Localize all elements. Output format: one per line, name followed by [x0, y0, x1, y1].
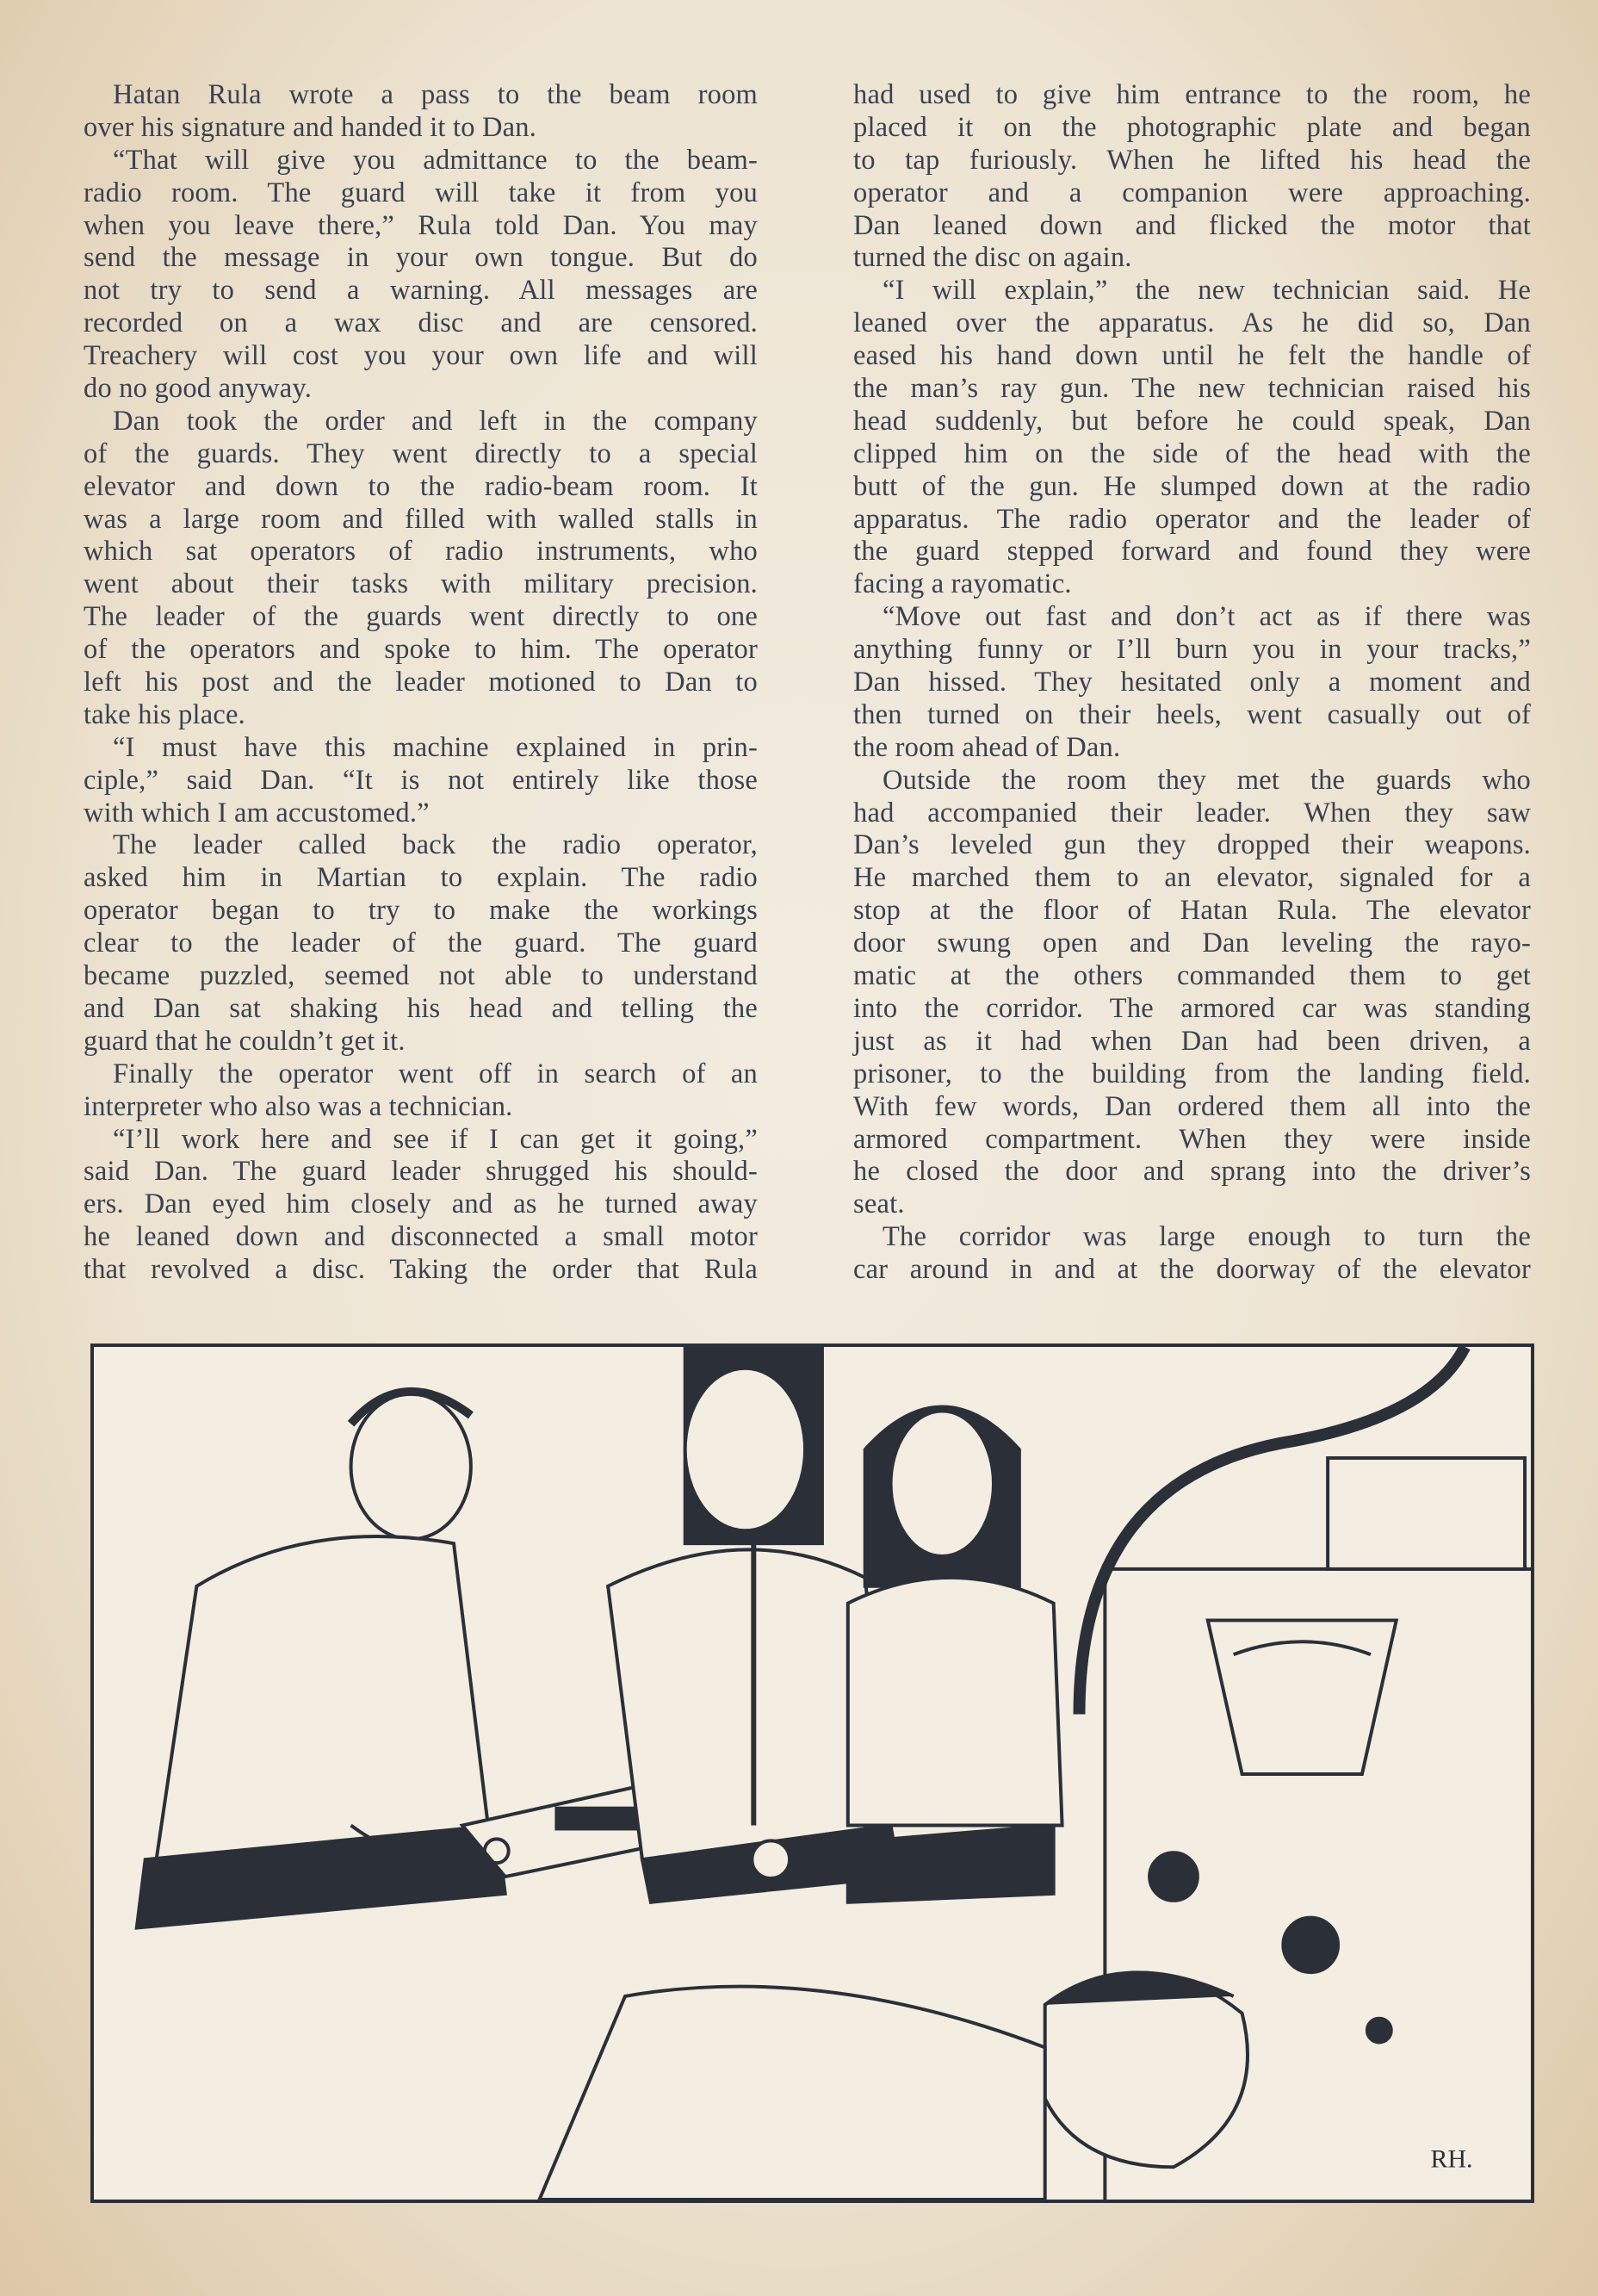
text-line: elevator and down to the radio-beam room. It	[84, 470, 758, 502]
text-line: ciple,” said Dan. “It is not entirely like those	[84, 764, 758, 796]
text-line: had accompanied their leader. When they saw	[853, 797, 1531, 828]
text-line: With few words, Dan ordered them all into the	[853, 1090, 1531, 1122]
text-line: with which I am accustomed.”	[84, 797, 430, 828]
text-column-left	[84, 79, 758, 1287]
text-line: which sat operators of radio instruments, who	[84, 536, 758, 568]
slumped-technician-drawing	[540, 1972, 1248, 2200]
text-line: The corridor was large enough to turn the	[883, 1221, 1531, 1253]
text-line: to tap furiously. When he lifted his head the	[853, 144, 1531, 176]
text-line: then turned on their heels, went casually out of	[853, 698, 1531, 730]
text-line: into the corridor. The armored car was standing	[853, 992, 1531, 1024]
text-line: the guard stepped forward and found they were	[853, 536, 1531, 568]
text-line: said Dan. The guard leader shrugged his should-	[84, 1156, 758, 1188]
text-line: He marched them to an elevator, signaled for a	[853, 862, 1531, 894]
text-line: apparatus. The radio operator and the leader of	[853, 503, 1531, 535]
text-line: The leader called back the radio operator,	[113, 829, 758, 861]
text-line: Dan hissed. They hesitated only a moment and	[853, 667, 1531, 698]
text-line: butt of the gun. He slumped down at the radio	[853, 470, 1531, 502]
text-line: “I will explain,” the new technician said. He	[883, 275, 1531, 307]
text-line: send the message in your own tongue. But do	[84, 242, 758, 274]
text-line: radio room. The guard will take it from you	[84, 177, 758, 208]
text-line: recorded on a wax disc and are censored.	[84, 307, 758, 339]
text-line: just as it had when Dan had been driven, a	[853, 1025, 1531, 1057]
illustration-panel	[90, 1343, 1534, 2203]
text-line: left his post and the leader motioned to Dan to	[84, 667, 758, 698]
text-line: armored compartment. When they were inside	[853, 1123, 1531, 1155]
dan-figure	[137, 1392, 505, 1928]
text-line: Treachery will cost you your own life and will	[84, 340, 758, 372]
text-line: placed it on the photographic plate and began	[853, 111, 1531, 143]
text-line: head suddenly, but before he could speak, Dan	[853, 405, 1531, 437]
text-line: when you leave there,” Rula told Dan. You may	[84, 209, 758, 241]
text-line: car around in and at the doorway of the elevator	[853, 1254, 1531, 1286]
text-line: take his place.	[84, 698, 245, 730]
text-line: turned the disc on again.	[853, 242, 1132, 274]
text-line: Hatan Rula wrote a pass to the beam room	[113, 79, 758, 110]
text-line: and Dan sat shaking his head and telling the	[84, 992, 758, 1024]
text-line: the room ahead of Dan.	[853, 731, 1121, 763]
text-line: door swung open and Dan leveling the rayo-	[853, 928, 1531, 959]
text-line: leaned over the apparatus. As he did so, Dan	[853, 307, 1531, 339]
text-line: ers. Dan eyed him closely and as he turned away	[84, 1188, 758, 1220]
text-line: he closed the door and sprang into the driver’s	[853, 1156, 1531, 1188]
text-line: Outside the room they met the guards who	[883, 764, 1531, 796]
text-line: eased his hand down until he felt the handle of	[853, 340, 1531, 372]
text-line: interpreter who also was a technician.	[84, 1090, 513, 1122]
text-line: over his signature and handed it to Dan.	[84, 111, 537, 143]
text-line: The leader of the guards went directly to one	[84, 601, 758, 633]
text-line: Dan took the order and left in the company	[113, 405, 758, 437]
text-line: operator began to try to make the workings	[84, 895, 758, 927]
text-line: Finally the operator went off in search of an	[113, 1058, 758, 1089]
text-line: Dan leaned down and flicked the motor that	[853, 209, 1531, 241]
text-line: not try to send a warning. All messages are	[84, 275, 758, 307]
text-line: stop at the floor of Hatan Rula. The elevator	[853, 895, 1531, 927]
text-line: “I’ll work here and see if I can get it going,”	[113, 1123, 758, 1155]
text-line: operator and a companion were approaching.	[853, 177, 1531, 208]
text-line: clipped him on the side of the head with the	[853, 437, 1531, 469]
text-line: seat.	[853, 1188, 905, 1220]
text-line: prisoner, to the building from the landing field.	[853, 1058, 1531, 1089]
text-line: matic at the others commanded them to get	[853, 960, 1531, 992]
text-line: had used to give him entrance to the room, he	[853, 79, 1531, 110]
text-line: the man’s ray gun. The new technician raised his	[853, 373, 1531, 405]
text-column-right	[853, 79, 1531, 1287]
text-line: do no good anyway.	[84, 373, 313, 405]
text-line: of the guards. They went directly to a special	[84, 437, 758, 469]
text-line: clear to the leader of the guard. The guard	[84, 928, 758, 959]
text-line: guard that he couldn’t get it.	[84, 1025, 406, 1057]
text-line: “I must have this machine explained in prin-	[113, 731, 758, 763]
artist-signature: RH.	[1430, 2144, 1473, 2174]
text-line: asked him in Martian to explain. The radio	[84, 862, 758, 894]
text-line: became puzzled, seemed not able to understand	[84, 960, 758, 992]
text-line: Dan’s leveled gun they dropped their weapons.	[853, 829, 1531, 861]
text-line: “Move out fast and don’t act as if there was	[883, 601, 1531, 633]
text-line: “That will give you admittance to the beam-	[113, 144, 758, 176]
text-line: facing a rayomatic.	[853, 568, 1072, 600]
text-line: of the operators and spoke to him. The operator	[84, 634, 758, 666]
text-line: anything funny or I’ll burn you in your tracks,”	[853, 634, 1531, 666]
text-line: that revolved a disc. Taking the order that Rula	[84, 1254, 758, 1286]
text-line: he leaned down and disconnected a small motor	[84, 1221, 758, 1253]
text-line: was a large room and filled with walled stalls in	[84, 503, 758, 535]
illustration-drawing	[94, 1347, 1531, 2200]
text-line: went about their tasks with military precision.	[84, 568, 758, 600]
